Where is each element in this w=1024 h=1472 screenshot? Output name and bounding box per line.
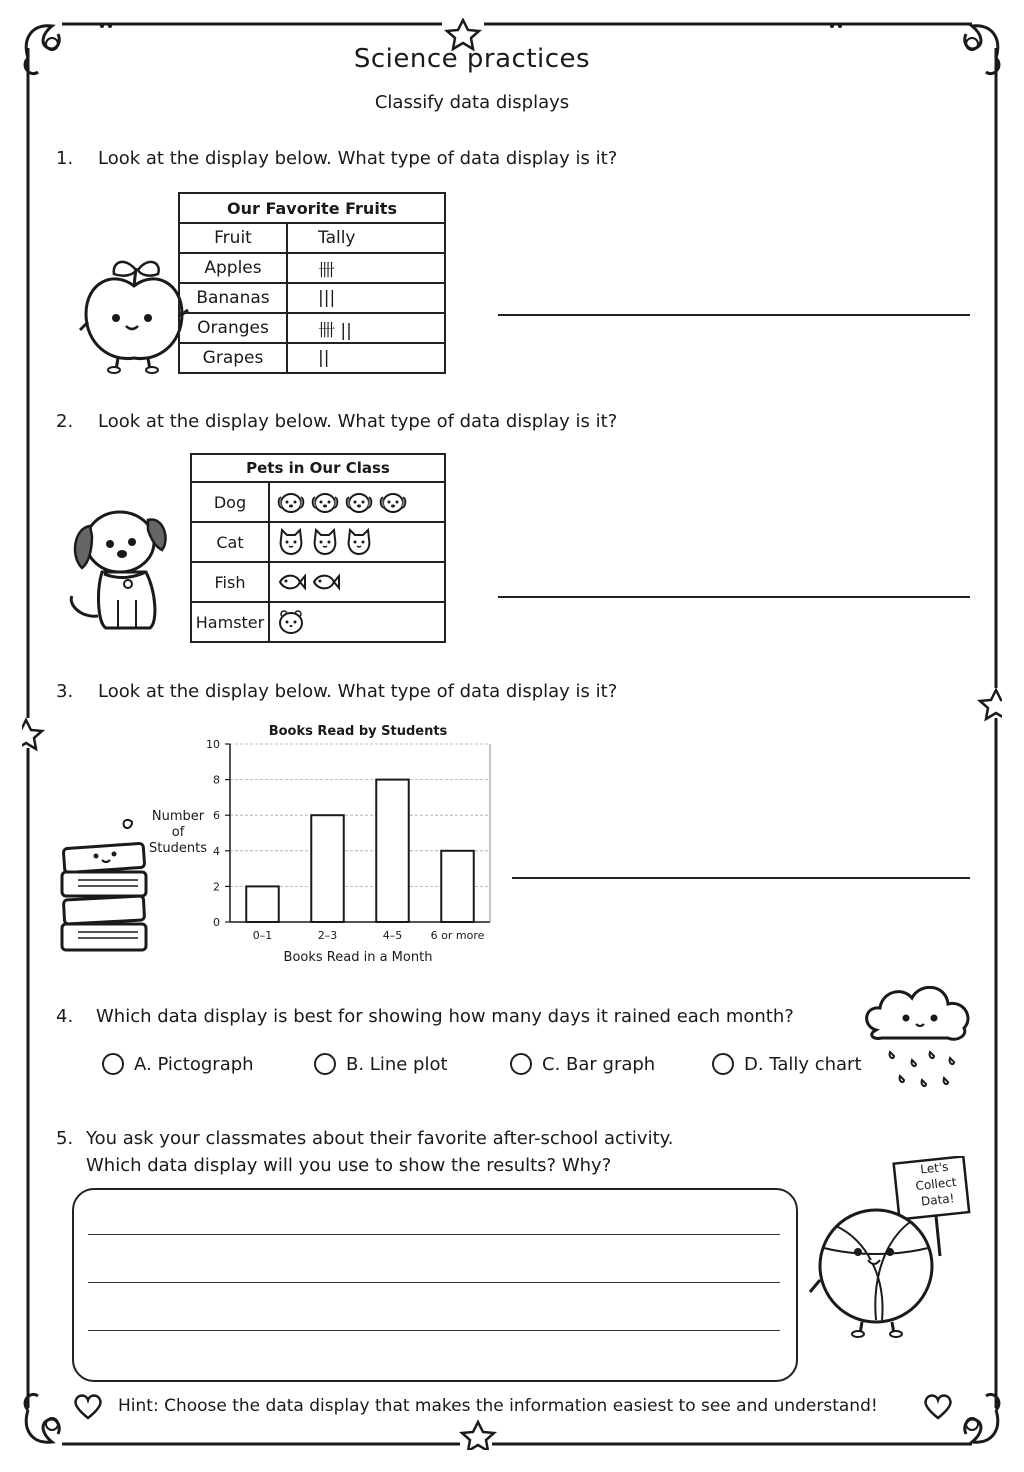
page-subtitle: Classify data displays	[374, 92, 570, 113]
fruit-label: Bananas	[179, 283, 287, 313]
bar	[376, 780, 409, 922]
books-bar-chart	[146, 718, 506, 968]
pet-label: Cat	[191, 522, 269, 562]
rain-cloud-icon	[860, 980, 976, 1098]
pet-icons-row	[269, 562, 445, 602]
writing-line[interactable]	[88, 1234, 780, 1235]
q2-answer-line[interactable]	[498, 596, 970, 598]
fruit-label: Oranges	[179, 313, 287, 343]
apple-character-icon	[76, 252, 192, 376]
page-title: Science practices	[353, 44, 591, 74]
cat-face-icon	[344, 527, 374, 557]
chart-title: Books Read by Students	[268, 724, 448, 739]
x-tick-label: 2–3	[317, 929, 338, 942]
x-tick-label: 6 or more	[430, 929, 485, 942]
sign-text	[898, 1156, 975, 1211]
q5-line1: You ask your classmates about their favorite after-school activity.	[86, 1128, 674, 1149]
q2-number: 2.	[56, 411, 74, 432]
sign-line1: Let's	[919, 1159, 950, 1177]
pet-icons-row	[269, 482, 445, 522]
pets-table-title: Pets in Our Class	[191, 454, 445, 482]
y-tick-label: 2	[213, 880, 220, 894]
q1-answer-line[interactable]	[498, 314, 970, 316]
y-tick-label: 8	[213, 773, 220, 787]
fish-icon	[276, 567, 306, 597]
pet-label: Fish	[191, 562, 269, 602]
fruit-label: Apples	[179, 253, 287, 283]
writing-line[interactable]	[88, 1282, 780, 1283]
option-d-label: D. Tally chart	[744, 1053, 862, 1075]
q4-text: Which data display is best for showing how many days it rained each month?	[96, 1006, 794, 1027]
pet-icons-row	[269, 602, 445, 642]
q3-text: Look at the display below. What type of data display is it?	[98, 681, 618, 702]
option-d-radio[interactable]	[712, 1053, 734, 1075]
pet-label: Dog	[191, 482, 269, 522]
y-tick-label: 10	[206, 738, 220, 751]
books-stack-icon	[58, 818, 154, 958]
bar	[441, 851, 474, 922]
dog-face-icon	[344, 487, 374, 517]
option-b-label: B. Line plot	[346, 1053, 448, 1075]
heart-icon	[924, 1394, 952, 1420]
hint-text: Hint: Choose the data display that makes the information easiest to see and understand!	[118, 1396, 878, 1416]
y-tick-label: 6	[213, 809, 220, 823]
y-tick-label: 0	[213, 916, 220, 929]
pets-pictograph-table	[190, 453, 446, 643]
option-c[interactable]	[510, 1053, 655, 1075]
option-b-radio[interactable]	[314, 1053, 336, 1075]
puppy-character-icon	[66, 496, 170, 636]
dog-face-icon	[378, 487, 408, 517]
bar	[246, 886, 279, 922]
pet-icons-row	[269, 522, 445, 562]
cat-face-icon	[276, 527, 306, 557]
option-c-label: C. Bar graph	[542, 1053, 656, 1075]
bar	[311, 815, 344, 922]
q5-line2: Which data display will you use to show the results? Why?	[86, 1155, 612, 1176]
heart-icon	[74, 1394, 102, 1420]
y-axis-label-line3: Students	[149, 841, 207, 856]
tally-column-header: Tally	[287, 223, 445, 253]
q1-number: 1.	[56, 148, 74, 169]
y-tick-label: 4	[213, 844, 220, 858]
cat-face-icon	[310, 527, 340, 557]
option-a-label: A. Pictograph	[134, 1053, 254, 1075]
q5-number: 5.	[56, 1128, 74, 1149]
tally-mark: ||	[287, 343, 445, 373]
y-axis-label-line2: of	[171, 825, 185, 840]
fruit-tally-table	[178, 192, 446, 374]
q3-number: 3.	[56, 681, 74, 702]
sign-line3: Data!	[920, 1191, 956, 1209]
option-b[interactable]	[314, 1053, 448, 1075]
fruit-table-title: Our Favorite Fruits	[179, 193, 445, 223]
tally-mark: 卌 ||	[287, 313, 445, 343]
dog-face-icon	[310, 487, 340, 517]
option-d[interactable]	[712, 1053, 862, 1075]
fruit-column-header: Fruit	[179, 223, 287, 253]
x-tick-label: 0–1	[252, 929, 273, 942]
q1-text: Look at the display below. What type of data display is it?	[98, 148, 618, 169]
y-axis-label-line1: Number	[151, 809, 205, 824]
q4-number: 4.	[56, 1006, 74, 1027]
dog-face-icon	[276, 487, 306, 517]
fish-icon	[310, 567, 340, 597]
tally-mark: |||	[287, 283, 445, 313]
x-axis-label: Books Read in a Month	[283, 950, 433, 965]
option-c-radio[interactable]	[510, 1053, 532, 1075]
q2-text: Look at the display below. What type of data display is it?	[98, 411, 618, 432]
q5-answer-box[interactable]	[72, 1188, 798, 1382]
fruit-label: Grapes	[179, 343, 287, 373]
tally-mark: 卌	[287, 253, 445, 283]
q3-answer-line[interactable]	[512, 877, 970, 879]
sign-line2: Collect	[914, 1174, 958, 1194]
option-a[interactable]	[102, 1053, 254, 1075]
hamster-face-icon	[276, 607, 306, 637]
writing-line[interactable]	[88, 1330, 780, 1331]
option-a-radio[interactable]	[102, 1053, 124, 1075]
x-tick-label: 4–5	[382, 929, 403, 942]
pet-label: Hamster	[191, 602, 269, 642]
